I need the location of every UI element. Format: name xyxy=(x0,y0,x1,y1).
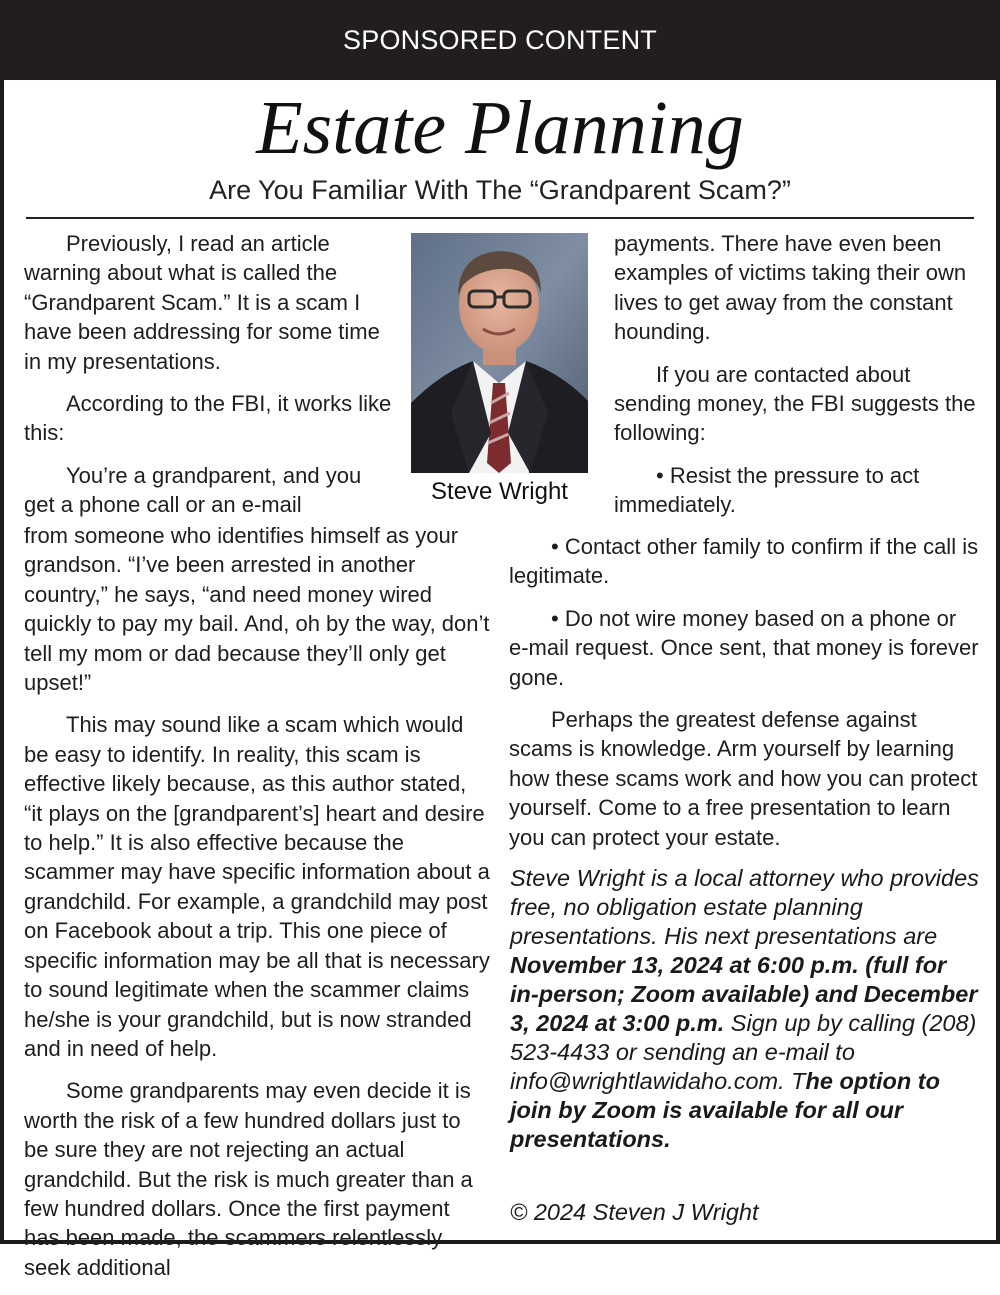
bio-zoom-note: he option to join by Zoom is available for all our presentations. xyxy=(510,1068,940,1152)
bullet-resist: • Resist the pressure to act immediately. xyxy=(614,462,920,518)
paragraph-effective: This may sound like a scam which would be easy to identify. In reality, this scam is effective likely because, as this author stated, “it plays on the [grandparent’s] heart and desire to help.” It is also effective because the scammer may have specific information about a grandchild. For example, a grandchild may post on Facebook about a trip. This one piece of specific information may be all that is necessary to sound legitimate when the scammer claims he/she is your grandchild, but is now stranded and in need of help. xyxy=(24,712,490,1061)
left-column-top xyxy=(24,229,392,520)
bullet-contact-family: • Contact other family to confirm if the call is legitimate. xyxy=(509,534,979,589)
photo-caption: Steve Wright xyxy=(431,478,568,505)
copyright-notice: © 2024 Steven J Wright xyxy=(510,1199,759,1225)
author-bio xyxy=(510,864,980,1154)
paragraph-payments: payments. There have even been examples of victims taking their own lives to get away from the constant hounding. xyxy=(614,231,967,345)
left-column-bottom xyxy=(24,521,490,1295)
paragraph-risk: Some grandparents may even decide it is worth the risk of a few hundred dollars just to be sure they are not rejecting an actual grandchild. But the risk is much greater than a few hundred dollars. Once the first payment has been made, the scammers relentlessly seek additional xyxy=(24,1078,473,1280)
page-title: Estate Planning xyxy=(256,86,744,170)
paragraph-scenario-cont: from someone who identifies himself as your grandson. “I’ve been arrested in another country,” he says, “and need money wired quickly to pay my bail. And, oh by the way, don’t tell my mom or dad because they’ll only get upset!” xyxy=(24,523,490,696)
sponsored-banner: SPONSORED CONTENT xyxy=(0,0,1000,80)
bio-signup: Sign up by calling (208) 523-4433 or sending an e-mail to info@wrightlawidaho.com. T xyxy=(510,1010,977,1094)
title-divider xyxy=(26,217,974,219)
author-photo xyxy=(411,233,588,473)
right-column-top xyxy=(614,229,978,533)
paragraph-suggests: If you are contacted about sending money, the FBI suggests the following: xyxy=(614,361,976,446)
page-subtitle: Are You Familiar With The “Grandparent Scam?” xyxy=(209,175,791,205)
paragraph-scenario-start: You’re a grandparent, and you get a phone call or an e-mail xyxy=(24,462,362,518)
bio-dates: November 13, 2024 at 6:00 p.m. (full for in-person; Zoom available) and December 3, 2024 at 3:00 p.m. xyxy=(510,952,978,1036)
right-column-bottom xyxy=(509,532,979,865)
paragraph-intro: Previously, I read an article warning about what is called the “Grandparent Scam.” It is a scam I have been addressing for some time in my presentations. xyxy=(24,231,380,374)
bio-intro: Steve Wright is a local attorney who provides free, no obligation estate planning presentations. His next presentations are xyxy=(510,865,979,949)
paragraph-fbi: According to the FBI, it works like this: xyxy=(24,391,392,446)
paragraph-defense: Perhaps the greatest defense against scams is knowledge. Arm yourself by learning how these scams work and how you can protect yourself. Come to a free presentation to learn you can protect your estate. xyxy=(509,707,978,850)
author-portrait-image xyxy=(411,233,588,473)
bullet-do-not-wire: • Do not wire money based on a phone or e-mail request. Once sent, that money is forever gone. xyxy=(509,605,979,690)
